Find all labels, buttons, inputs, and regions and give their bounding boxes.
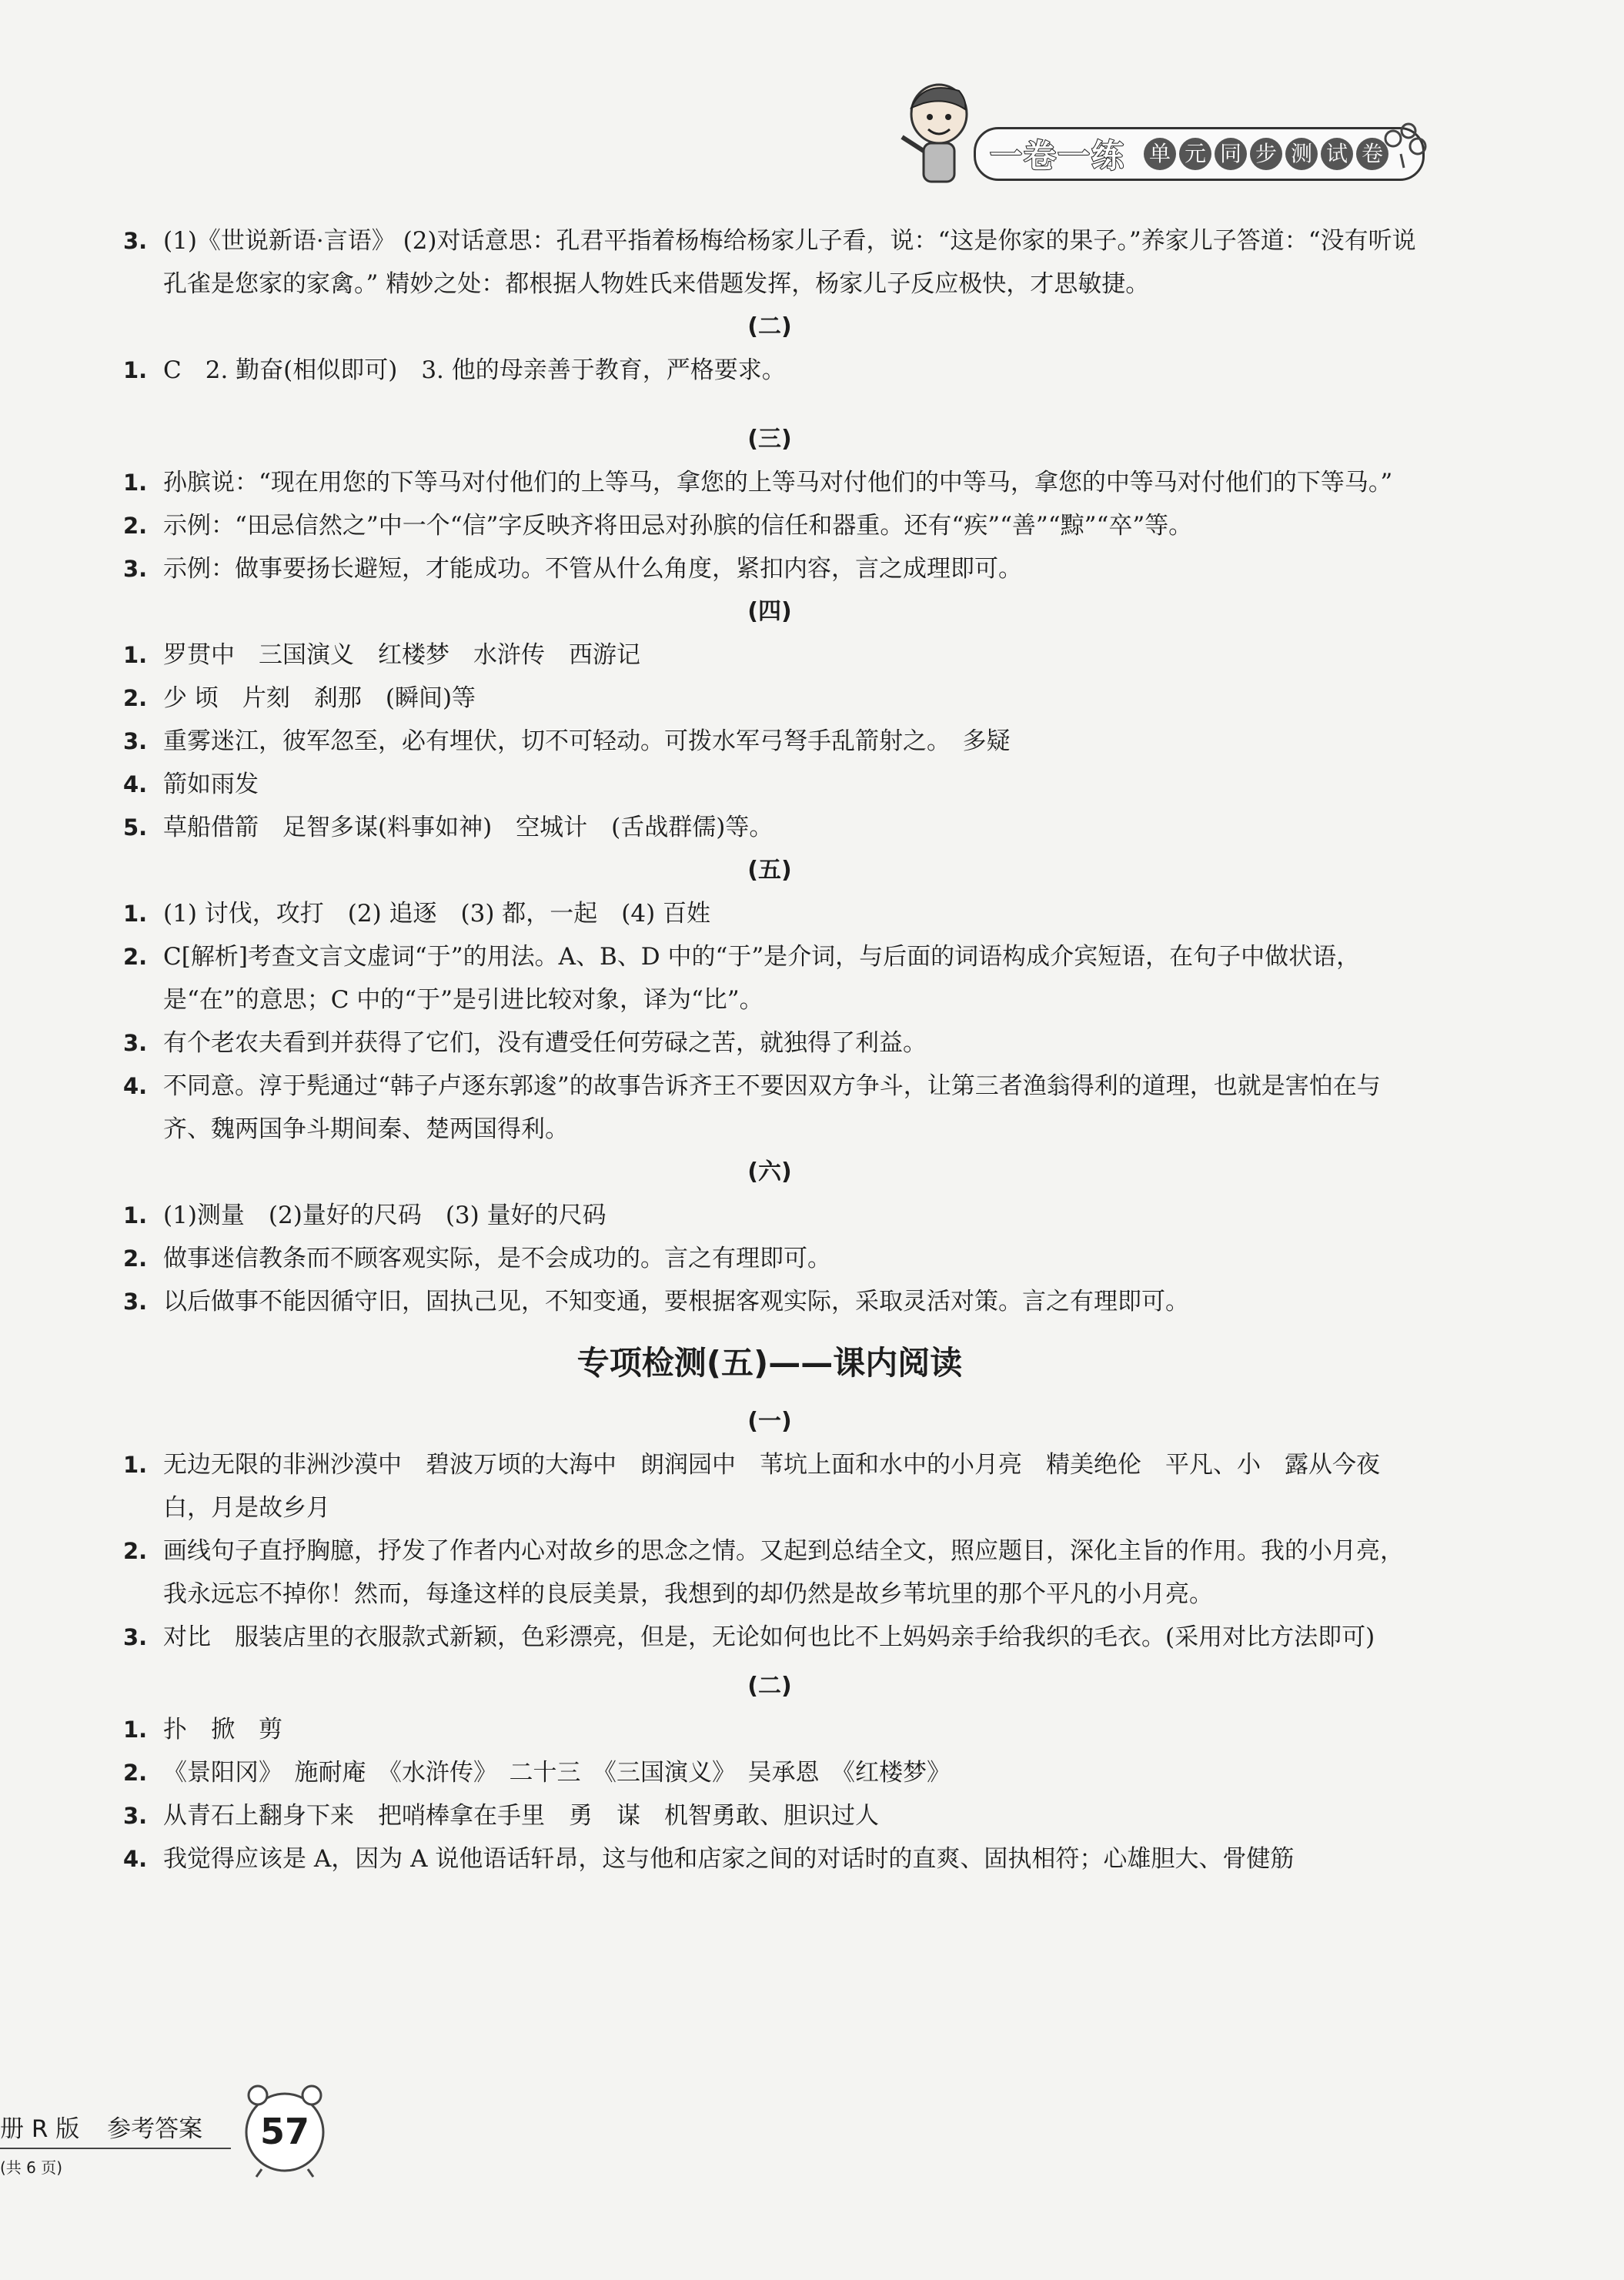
answer-item xyxy=(123,720,1416,763)
answer-item xyxy=(123,504,1416,547)
answer-item xyxy=(123,677,1416,720)
item-text: 对比 服装店里的衣服款式新颖，色彩漂亮，但是，无论如何也比不上妈妈亲手给我织的毛衣。(采用对比方法即可) xyxy=(163,1623,1375,1651)
item-text: 重雾迷江，彼军忽至，必有埋伏，切不可轻动。可拨水军弓弩手乱箭射之。 多疑 xyxy=(163,727,1011,755)
item-text: C 2. 勤奋(相似即可) 3. 他的母亲善于教育，严格要求。 xyxy=(163,356,786,384)
item-text: 扑 掀 剪 xyxy=(163,1716,282,1743)
item-text: 无边无限的非洲沙漠中 碧波万顷的大海中 朗润园中 苇坑上面和水中的小月亮 精美绝伦 平凡、小 露从今夜白，月是故乡月 xyxy=(163,1451,1380,1522)
page-number: 57 xyxy=(259,2111,309,2152)
footer-labels xyxy=(0,2109,222,2144)
item-text: 《景阳冈》 施耐庵 《水浒传》 二十三 《三国演义》 吴承恩 《红楼梦》 xyxy=(163,1759,951,1787)
item-text: (1)《世说新语·言语》 (2)对话意思：孔君平指着杨梅给杨家儿子看，说：“这是你家的果子。”养家儿子答道：“没有听说孔雀是您家的家禽。” 精妙之处：都根据人物姓氏来借题发挥，杨家儿子反应极快，才思敏捷。 xyxy=(163,227,1416,298)
mascot-illustration xyxy=(893,77,985,192)
series-subtitle xyxy=(1144,138,1388,170)
item-text: 示例：“田忌信然之”中一个“信”字反映齐将田忌对孙膑的信任和器重。还有“疾”“善”“黥”“卒”等。 xyxy=(163,512,1193,540)
item-number: 3. xyxy=(123,1030,148,1056)
item-number: 3. xyxy=(123,1624,148,1650)
item-text: 孙膑说：“现在用您的下等马对付他们的上等马，拿您的上等马对付他们的中等马，拿您的中等马对付他们的下等马。” xyxy=(163,469,1393,496)
item-number: 3. xyxy=(123,1803,148,1829)
item-number: 2. xyxy=(123,1538,148,1564)
answer-item xyxy=(123,1529,1416,1616)
item-text: 我觉得应该是 A，因为 A 说他语话轩昂，这与他和店家之间的对话时的直爽、固执相符；心雄胆大、骨健筋 xyxy=(163,1845,1295,1873)
subtitle-char: 测 xyxy=(1285,138,1318,170)
answer-item xyxy=(123,1021,1416,1065)
subtitle-char: 步 xyxy=(1250,138,1282,170)
item-text: (1)测量 (2)量好的尺码 (3) 量好的尺码 xyxy=(163,1202,606,1229)
item-number: 2. xyxy=(123,685,148,711)
answer-item xyxy=(123,1443,1416,1529)
item-number: 1. xyxy=(123,901,148,927)
answer-item xyxy=(123,1708,1416,1751)
section-heading: (三) xyxy=(747,426,792,453)
item-number: 4. xyxy=(123,1846,148,1872)
item-number: 3. xyxy=(123,1289,148,1315)
item-number: 1. xyxy=(123,1202,148,1229)
item-number: 5. xyxy=(123,814,148,841)
item-text: 画线句子直抒胸臆，抒发了作者内心对故乡的思念之情。又起到总结全文，照应题目，深化主旨的作用。我的小月亮，我永远忘不掉你！然而，每逢这样的良辰美景，我想到的却仍然是故乡苇坑里的那个平凡的小月亮。 xyxy=(163,1537,1404,1608)
answer-item xyxy=(123,763,1416,806)
section-heading: (二) xyxy=(747,313,792,340)
item-number: 1. xyxy=(123,470,148,496)
subtitle-char: 同 xyxy=(1215,138,1247,170)
item-number: 2. xyxy=(123,944,148,970)
item-text: C[解析]考查文言文虚词“于”的用法。A、B、D 中的“于”是介词，与后面的词语构成介宾短语，在句子中做状语，是“在”的意思；C 中的“于”是引进比较对象，译为“比”。 xyxy=(163,943,1361,1014)
answer-item xyxy=(123,547,1416,590)
subtitle-char: 单 xyxy=(1144,138,1176,170)
series-brand: 一卷一练 xyxy=(990,137,1126,175)
subtitle-char: 元 xyxy=(1179,138,1211,170)
special-test-title: 专项检测(五)——课内阅读 xyxy=(576,1344,963,1382)
item-number: 2. xyxy=(123,513,148,539)
item-text: 有个老农夫看到并获得了它们，没有遭受任何劳碌之苦，就独得了利益。 xyxy=(163,1029,927,1057)
page-count: (共 6 页) xyxy=(0,2158,63,2177)
answer-item xyxy=(123,1616,1416,1659)
item-text: 做事迷信教条而不顾客观实际，是不会成功的。言之有理即可。 xyxy=(163,1245,831,1272)
answer-item xyxy=(123,1280,1416,1323)
footer-divider xyxy=(0,2148,231,2149)
subtitle-char: 试 xyxy=(1321,138,1353,170)
section-heading: (二) xyxy=(747,1673,792,1700)
item-text: 草船借箭 足智多谋(料事如神) 空城计 (舌战群儒)等。 xyxy=(163,814,774,841)
item-number: 1. xyxy=(123,1717,148,1743)
answer-item xyxy=(123,1837,1416,1880)
item-number: 3. xyxy=(123,228,148,254)
answer-item xyxy=(123,461,1416,504)
answer-content xyxy=(123,219,1416,1880)
answer-item xyxy=(123,219,1416,306)
answer-item xyxy=(123,349,1416,392)
item-number: 3. xyxy=(123,556,148,582)
item-text: 示例：做事要扬长避短，才能成功。不管从什么角度，紧扣内容，言之成理即可。 xyxy=(163,555,1022,583)
subtitle-char: 卷 xyxy=(1356,138,1388,170)
item-number: 2. xyxy=(123,1245,148,1272)
item-number: 4. xyxy=(123,771,148,797)
answer-item xyxy=(123,634,1416,677)
item-text: 箭如雨发 xyxy=(163,771,259,798)
section-heading: (四) xyxy=(747,598,792,625)
answer-item xyxy=(123,1751,1416,1794)
item-number: 1. xyxy=(123,357,148,383)
item-number: 1. xyxy=(123,642,148,668)
answer-item xyxy=(123,1194,1416,1237)
answer-item xyxy=(123,806,1416,849)
item-text: 不同意。淳于髡通过“韩子卢逐东郭逡”的故事告诉齐王不要因双方争斗，让第三者渔翁得利的道理，也就是害怕在与齐、魏两国争斗期间秦、楚两国得利。 xyxy=(163,1072,1381,1143)
answer-item xyxy=(123,1237,1416,1280)
item-number: 1. xyxy=(123,1452,148,1478)
section-heading: (一) xyxy=(747,1408,792,1435)
answer-item xyxy=(123,892,1416,935)
item-text: (1) 讨伐，攻打 (2) 追逐 (3) 都，一起 (4) 百姓 xyxy=(163,900,711,928)
edition-label: 册 R 版 xyxy=(0,2115,80,2143)
item-number: 4. xyxy=(123,1073,148,1099)
item-number: 2. xyxy=(123,1760,148,1786)
answer-item xyxy=(123,935,1416,1021)
item-text: 罗贯中 三国演义 红楼梦 水浒传 西游记 xyxy=(163,641,640,669)
section-heading: (六) xyxy=(747,1158,792,1185)
section-heading: (五) xyxy=(747,857,792,884)
answer-label: 参考答案 xyxy=(107,2115,203,2143)
series-banner xyxy=(974,127,1425,181)
item-number: 3. xyxy=(123,728,148,754)
answer-item xyxy=(123,1794,1416,1837)
item-text: 从青石上翻身下来 把哨棒拿在手里 勇 谋 机智勇敢、胆识过人 xyxy=(163,1802,879,1830)
item-text: 少 顷 片刻 刹那 (瞬间)等 xyxy=(163,684,476,712)
flower-decoration-icon xyxy=(1378,115,1432,169)
item-text: 以后做事不能因循守旧，固执己见，不知变通，要根据客观实际，采取灵活对策。言之有理即可。 xyxy=(163,1288,1189,1316)
answer-item xyxy=(123,1065,1416,1151)
